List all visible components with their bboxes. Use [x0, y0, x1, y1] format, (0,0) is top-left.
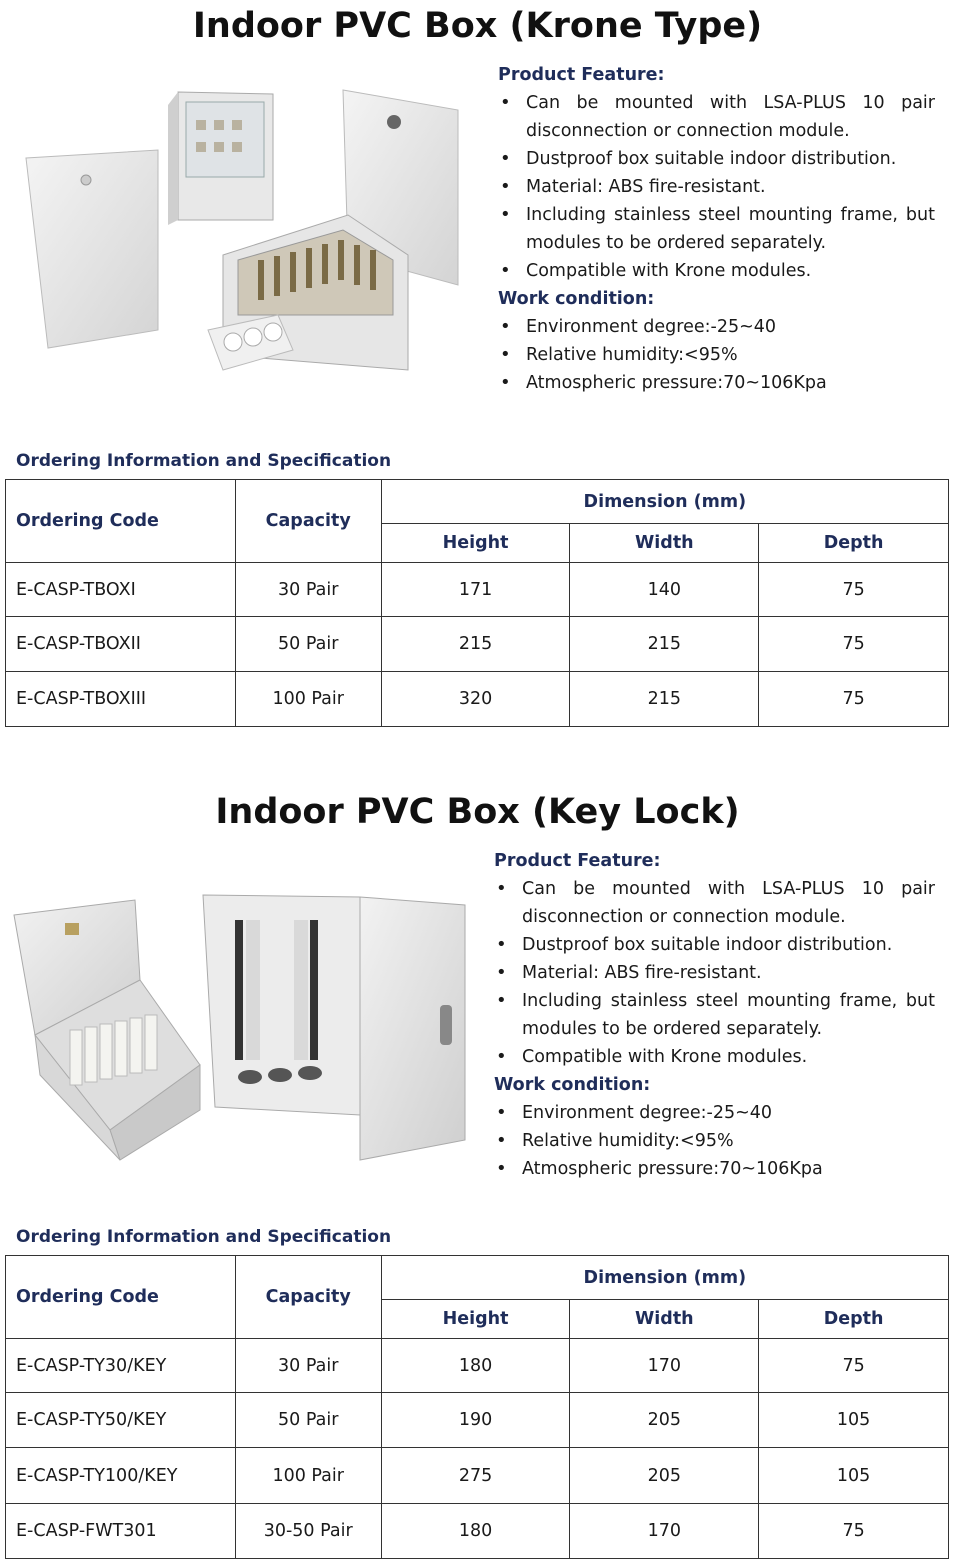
cell-capacity: 50 Pair	[235, 1393, 381, 1448]
table-row	[6, 1504, 949, 1559]
feature-block	[498, 61, 935, 397]
cell-width: 215	[570, 617, 759, 672]
table-row	[6, 1393, 949, 1448]
cell-capacity: 30-50 Pair	[235, 1504, 381, 1559]
list-item: • Including stainless steel mounting frame, but modules to be ordered separately.	[498, 201, 935, 257]
cell-capacity: 100 Pair	[235, 1448, 381, 1504]
cell-capacity: 30 Pair	[235, 563, 381, 617]
work-condition-list	[498, 313, 935, 397]
table-row	[6, 1448, 949, 1504]
cell-width: 140	[570, 563, 759, 617]
cell-depth: 75	[759, 1339, 949, 1393]
header-depth: Depth	[759, 524, 949, 563]
ordering-info-label: Ordering Information and Specification	[16, 451, 392, 471]
cell-height: 275	[381, 1448, 570, 1504]
list-item: • Including stainless steel mounting frame, but modules to be ordered separately.	[494, 987, 935, 1043]
cell-height: 171	[381, 563, 570, 617]
table-row	[6, 672, 949, 727]
cell-width: 215	[570, 672, 759, 727]
cell-code: E-CASP-TBOXI	[6, 563, 236, 617]
work-condition-heading: Work condition:	[498, 289, 655, 309]
header-depth: Depth	[759, 1300, 949, 1339]
cell-capacity: 100 Pair	[235, 672, 381, 727]
list-item: • Atmospheric pressure:70~106Kpa	[494, 1155, 935, 1183]
table-row	[6, 1339, 949, 1393]
cell-width: 170	[570, 1339, 759, 1393]
feature-list	[498, 89, 935, 285]
product-feature-heading: Product Feature:	[498, 65, 665, 85]
cell-depth: 105	[759, 1393, 949, 1448]
section-title: Indoor PVC Box (Key Lock)	[215, 792, 740, 832]
header-height: Height	[381, 1300, 570, 1339]
cell-height: 190	[381, 1393, 570, 1448]
cell-code: E-CASP-TY100/KEY	[6, 1448, 236, 1504]
cell-code: E-CASP-TBOXII	[6, 617, 236, 672]
header-capacity: Capacity	[235, 1256, 381, 1339]
cell-height: 180	[381, 1504, 570, 1559]
header-dimension: Dimension (mm)	[381, 480, 948, 524]
cell-depth: 105	[759, 1448, 949, 1504]
spec-table	[5, 1255, 949, 1559]
ordering-info-label: Ordering Information and Specification	[16, 1227, 392, 1247]
cell-height: 215	[381, 617, 570, 672]
header-ordering-code: Ordering Code	[6, 480, 236, 563]
list-item: • Compatible with Krone modules.	[494, 1043, 935, 1071]
list-item: • Dustproof box suitable indoor distribution.	[494, 931, 935, 959]
cell-width: 170	[570, 1504, 759, 1559]
list-item: • Can be mounted with LSA-PLUS 10 pair disconnection or connection module.	[498, 89, 935, 145]
list-item: • Material: ABS fire-resistant.	[494, 959, 935, 987]
list-item: • Environment degree:-25~40	[494, 1099, 935, 1127]
cell-capacity: 30 Pair	[235, 1339, 381, 1393]
header-ordering-code: Ordering Code	[6, 1256, 236, 1339]
spec-table	[5, 479, 949, 727]
feature-list	[494, 875, 935, 1071]
cell-depth: 75	[759, 563, 949, 617]
list-item: • Relative humidity:<95%	[494, 1127, 935, 1155]
cell-code: E-CASP-TY30/KEY	[6, 1339, 236, 1393]
cell-code: E-CASP-FWT301	[6, 1504, 236, 1559]
list-item: • Environment degree:-25~40	[498, 313, 935, 341]
cell-height: 320	[381, 672, 570, 727]
cell-depth: 75	[759, 617, 949, 672]
key-lock-box-product-image	[10, 885, 485, 1165]
list-item: • Material: ABS fire-resistant.	[498, 173, 935, 201]
product-feature-heading: Product Feature:	[494, 851, 661, 871]
cell-width: 205	[570, 1448, 759, 1504]
work-condition-list	[494, 1099, 935, 1183]
list-item: • Atmospheric pressure:70~106Kpa	[498, 369, 935, 397]
cell-depth: 75	[759, 672, 949, 727]
table-row	[6, 563, 949, 617]
list-item: • Compatible with Krone modules.	[498, 257, 935, 285]
cell-depth: 75	[759, 1504, 949, 1559]
table-row	[6, 617, 949, 672]
header-capacity: Capacity	[235, 480, 381, 563]
header-width: Width	[570, 524, 759, 563]
cell-capacity: 50 Pair	[235, 617, 381, 672]
header-width: Width	[570, 1300, 759, 1339]
cell-width: 205	[570, 1393, 759, 1448]
cell-code: E-CASP-TY50/KEY	[6, 1393, 236, 1448]
list-item: • Relative humidity:<95%	[498, 341, 935, 369]
list-item: • Dustproof box suitable indoor distribution.	[498, 145, 935, 173]
cell-height: 180	[381, 1339, 570, 1393]
header-dimension: Dimension (mm)	[381, 1256, 948, 1300]
page-title: Indoor PVC Box (Krone Type)	[192, 6, 763, 46]
cell-code: E-CASP-TBOXIII	[6, 672, 236, 727]
krone-box-product-image	[18, 80, 478, 390]
list-item: • Can be mounted with LSA-PLUS 10 pair disconnection or connection module.	[494, 875, 935, 931]
work-condition-heading: Work condition:	[494, 1075, 651, 1095]
header-height: Height	[381, 524, 570, 563]
feature-block	[494, 847, 935, 1183]
